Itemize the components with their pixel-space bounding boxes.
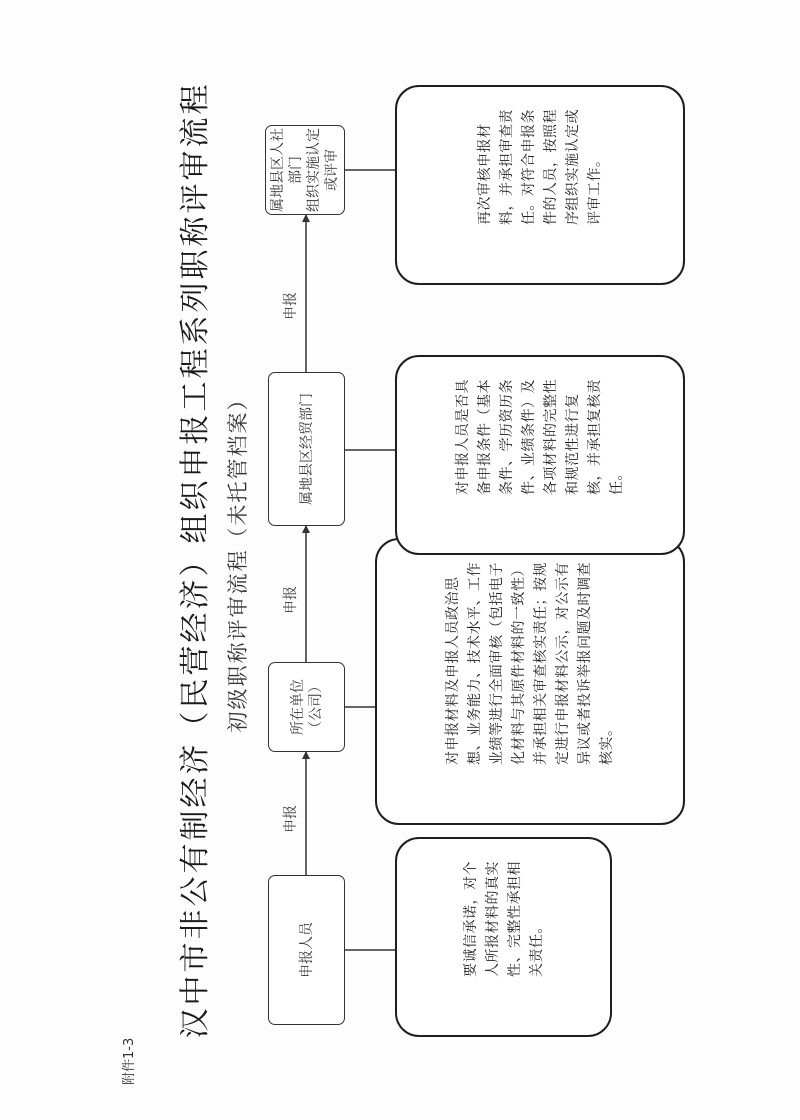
desc-text-employer: 对申报材料及申报人员政治思想、业务能力、技术水平、工作业绩等进行全面审核（包括电子化材料与其原件材料的一致性）并承担相关审查核实责任；按规定进行申报材料公示，对公示有异议或者投诉举报问题及时调查核实。	[445, 562, 615, 765]
desc-box-applicant	[395, 837, 612, 1037]
stage-box-employer	[268, 662, 345, 752]
arrow-label-2: 申报	[283, 586, 299, 614]
stage-box-hr-dept	[265, 125, 345, 215]
sub-title: 初级职称评审流程（未托管档案）	[226, 387, 250, 733]
desc-text-hr-dept: 再次审核申报材料，并承担审查责任。对符合申报条件的人员，按照程序组织实施认定或评审工作。	[477, 109, 603, 225]
main-title: 汉中市非公有制经济（民营经济）组织申报工程系列职称评审流程	[178, 81, 213, 1039]
arrow-label-1: 申报	[283, 805, 299, 833]
desc-box-economic-dept	[395, 355, 685, 555]
desc-box-hr-dept	[395, 85, 685, 285]
stage-title-economic-dept: 属地县区经贸部门	[298, 393, 315, 505]
stage-title-hr-dept: 属地县区人社部门 组织实施认定 或评审	[270, 128, 340, 212]
stage-box-economic-dept	[268, 372, 345, 526]
desc-text-economic-dept: 对申报人员是否具备申报条件（基本条件、学历资历条件、业绩条件）及各项材料的完整性和规范性进行复核，并承担复核责任。	[455, 379, 625, 495]
arrow-label-3: 申报	[283, 292, 299, 320]
desc-text-applicant: 要诚信承诺，对个人所报材料的真实性、完整性承担相关责任。	[462, 861, 545, 977]
stage-title-employer: 所在单位 （公司）	[289, 679, 324, 735]
attachment-label: 附件1-3	[122, 1037, 137, 1085]
stage-title-applicant: 申报人员	[298, 922, 315, 978]
desc-box-employer	[375, 538, 685, 825]
stage-box-applicant	[268, 875, 345, 1025]
